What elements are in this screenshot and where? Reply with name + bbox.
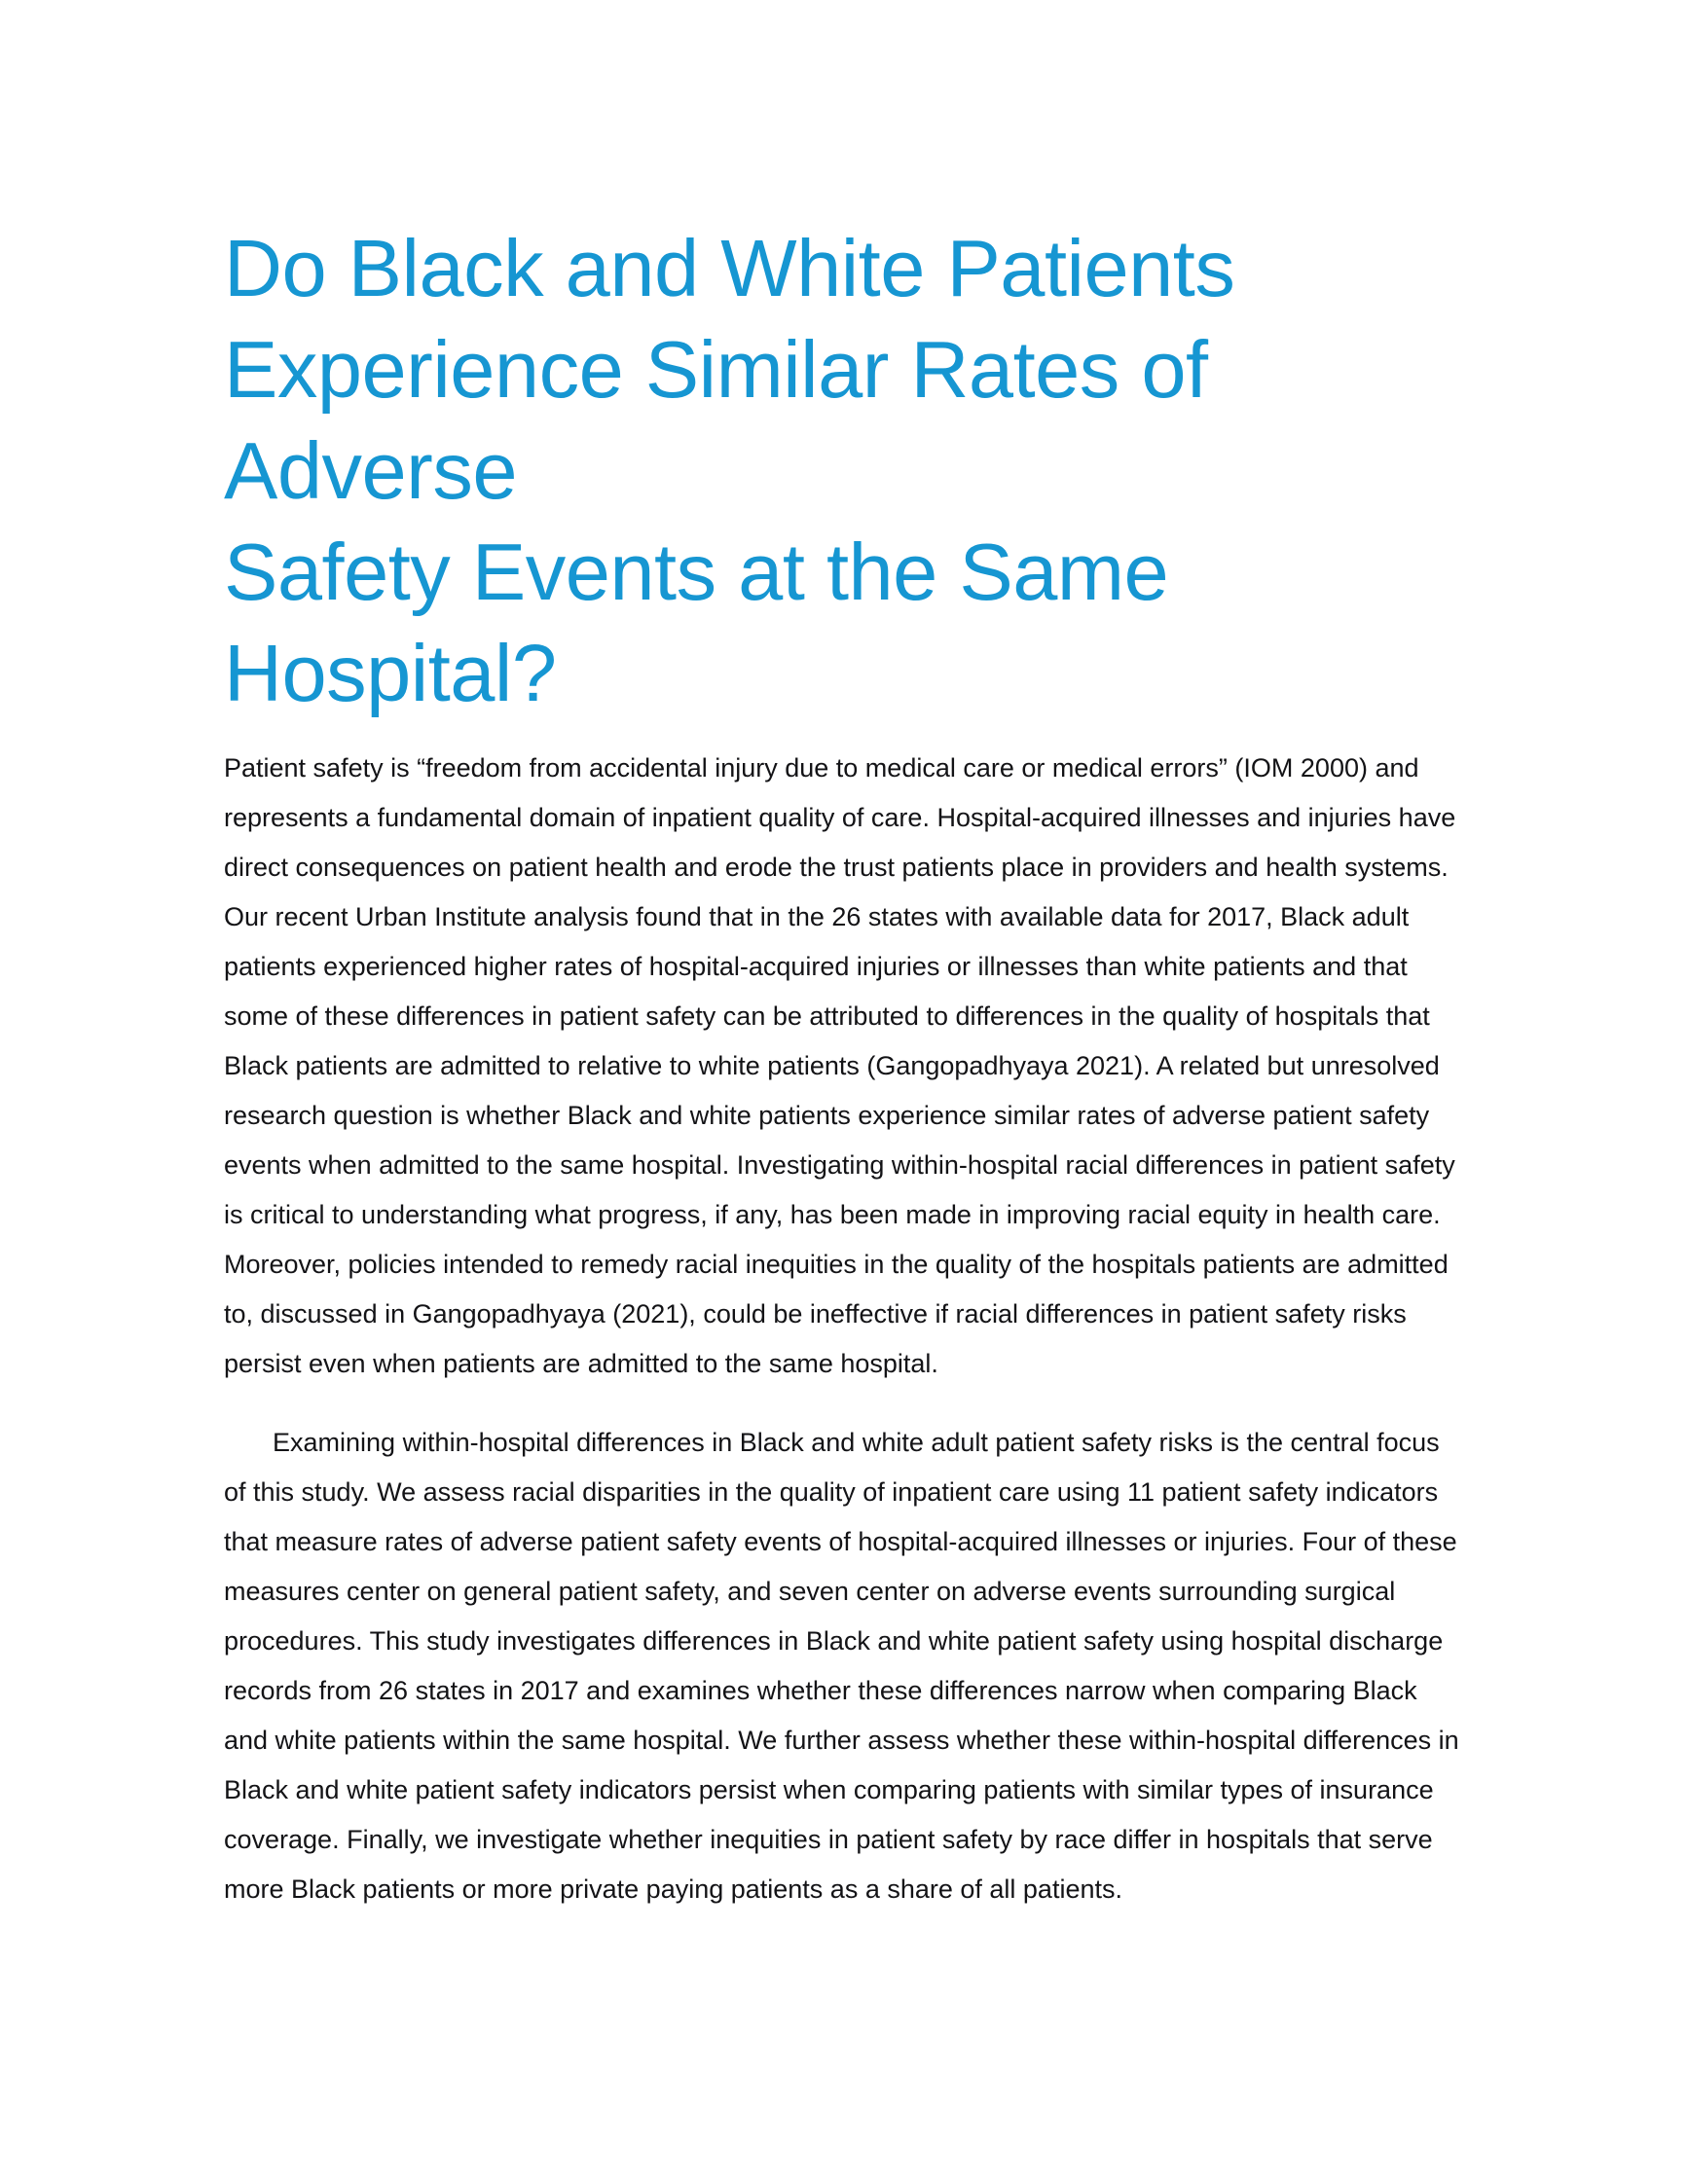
title-line-1: Do Black and White Patients [224,223,1235,313]
intro-paragraph-2: Examining within-hospital differences in Black and white adult patient safety risks is the central focus of this study. We assess racial disparities in the quality of inpatient care using 11 patient safety indicators that measure rates of adverse patient safety events of hospital-acquired illnesses or injuries. Four of these measures center on general patient safety, and seven center on adverse events surrounding surgical procedures. This study investigates differences in Black and white patient safety using hospital discharge records from 26 states in 2017 and examines whether these differences narrow when comparing Black and white patients within the same hospital. We further assess whether these within-hospital differences in Black and white patient safety indicators persist when comparing patients with similar types of insurance coverage. Finally, we investigate whether inequities in patient safety by race differ in hospitals that serve more Black patients or more private paying patients as a share of all patients. [224,1428,1459,1904]
title-line-3: Safety Events at the Same Hospital? [224,527,1169,718]
page-title [224,218,1465,724]
intro-paragraph-1: Patient safety is “freedom from accidental injury due to medical care or medical errors” (IOM 2000) and represents a fundamental domain of inpatient quality of care. Hospital-acquired illnesses and injuries have direct consequences on patient health and erode the trust patients place in providers and health systems. Our recent Urban Institute analysis found that in the 26 states with available data for 2017, Black adult patients experienced higher rates of hospital-acquired injuries or illnesses than white patients and that some of these differences in patient safety can be attributed to differences in the quality of hospitals that Black patients are admitted to relative to white patients (Gangopadhyaya 2021). A related but unresolved research question is whether Black and white patients experience similar rates of adverse patient safety events when admitted to the same hospital. Investigating within-hospital racial differences in patient safety is critical to understanding what progress, if any, has been made in improving racial equity in health care. Moreover, policies intended to remedy racial inequities in the quality of the hospitals patients are admitted to, discussed in Gangopadhyaya (2021), could be ineffective if racial differences in patient safety risks persist even when patients are admitted to the same hospital. [224,753,1456,1378]
document-content [224,0,1465,1914]
title-line-2: Experience Similar Rates of Adverse [224,324,1208,516]
